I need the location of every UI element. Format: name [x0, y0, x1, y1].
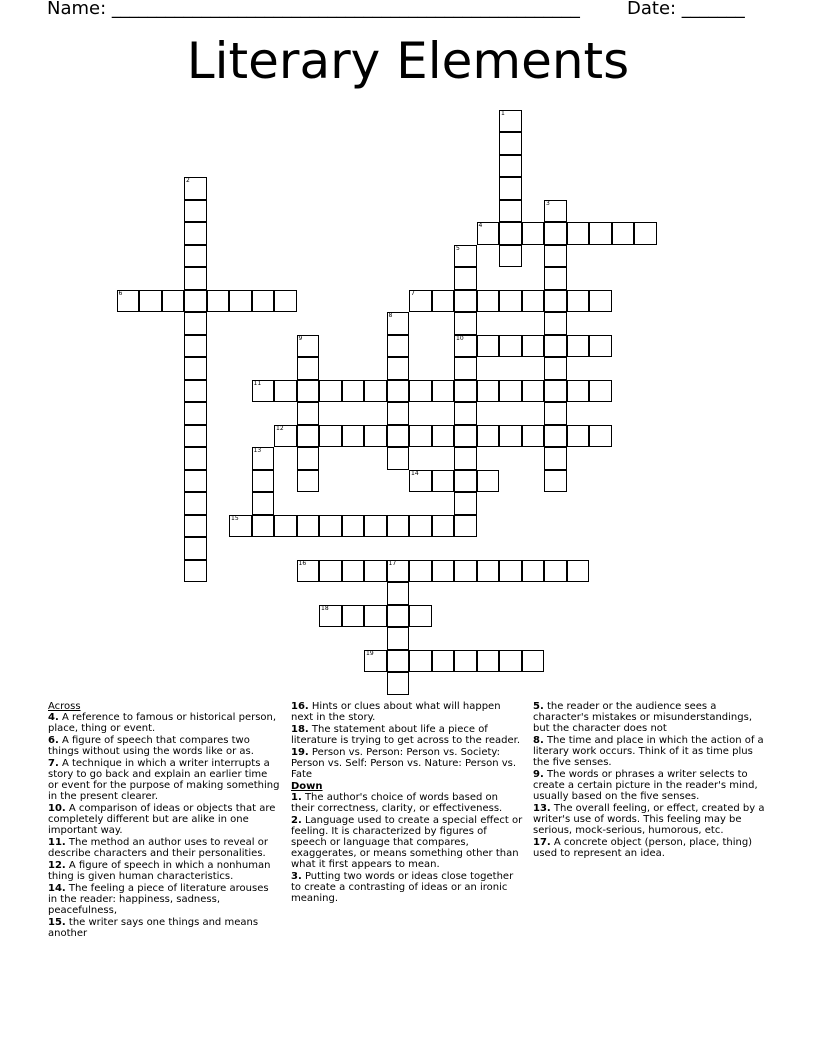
across-clue: [48, 917, 280, 939]
crossword-cell[interactable]: [454, 425, 477, 448]
clue-text: The author's choice of words based on their correctness, clarity, or effectiveness.: [291, 792, 503, 814]
crossword-cell[interactable]: [387, 515, 410, 538]
crossword-cell[interactable]: [477, 470, 500, 493]
crossword-cell[interactable]: [499, 200, 522, 223]
down-clue: [533, 803, 765, 836]
clue-text: The words or phrases a writer selects to create a certain picture in the reader's mind, usually based on the five senses.: [533, 769, 758, 802]
crossword-cell[interactable]: [342, 425, 365, 448]
crossword-cell[interactable]: [229, 515, 252, 538]
clue-number-label: 1.: [291, 792, 302, 803]
crossword-cell[interactable]: [184, 560, 207, 583]
crossword-cell[interactable]: [567, 335, 590, 358]
crossword-cell[interactable]: [364, 425, 387, 448]
crossword-cell[interactable]: [387, 402, 410, 425]
across-clue: [291, 747, 523, 780]
crossword-cell[interactable]: [454, 447, 477, 470]
crossword-cell[interactable]: [544, 335, 567, 358]
crossword-cell[interactable]: [477, 560, 500, 583]
crossword-cell[interactable]: [454, 560, 477, 583]
crossword-cell[interactable]: [454, 515, 477, 538]
clue-number: 16: [298, 559, 307, 567]
across-clue: [48, 803, 280, 836]
crossword-cell[interactable]: [477, 380, 500, 403]
name-field-label[interactable]: Name: ____________________________________________________: [47, 0, 580, 19]
across-clue: [48, 735, 280, 757]
clue-number: 5: [456, 244, 460, 252]
across-clue: [48, 883, 280, 916]
crossword-cell[interactable]: [477, 425, 500, 448]
crossword-cell[interactable]: [274, 515, 297, 538]
crossword-cell[interactable]: [409, 650, 432, 673]
crossword-cell[interactable]: [184, 267, 207, 290]
crossword-cell[interactable]: [297, 447, 320, 470]
crossword-cell[interactable]: [274, 290, 297, 313]
down-clue-list-continued: [533, 701, 765, 859]
crossword-cell[interactable]: [297, 560, 320, 583]
crossword-cell[interactable]: [342, 605, 365, 628]
crossword-cell[interactable]: [522, 290, 545, 313]
crossword-cell[interactable]: [454, 402, 477, 425]
crossword-cell[interactable]: [184, 380, 207, 403]
crossword-cell[interactable]: [297, 515, 320, 538]
crossword-cell[interactable]: [454, 312, 477, 335]
crossword-cell[interactable]: [544, 290, 567, 313]
down-clue: [291, 815, 523, 870]
crossword-cell[interactable]: [409, 290, 432, 313]
crossword-cell[interactable]: [589, 380, 612, 403]
clue-text: The overall feeling, or effect, created by a writer's use of words. This feeling may be serious, mock-serious, humorous, etc.: [533, 803, 765, 836]
crossword-cell[interactable]: [499, 177, 522, 200]
down-clue: [533, 701, 765, 734]
crossword-cell[interactable]: [252, 470, 275, 493]
crossword-cell[interactable]: [612, 222, 635, 245]
clue-number-label: 5.: [533, 701, 544, 712]
clue-number: 19: [366, 649, 374, 657]
clue-number: 10: [456, 334, 464, 342]
crossword-cell[interactable]: [544, 560, 567, 583]
crossword-cell[interactable]: [229, 290, 252, 313]
crossword-cell[interactable]: [454, 267, 477, 290]
crossword-cell[interactable]: [544, 425, 567, 448]
crossword-cell[interactable]: [567, 290, 590, 313]
clue-text: The time and place in which the action of a literary work occurs. Think of it as time plus the five senses.: [533, 735, 764, 768]
clue-number: 11: [253, 379, 262, 387]
crossword-cell[interactable]: [454, 470, 477, 493]
crossword-cell[interactable]: [184, 222, 207, 245]
crossword-cell[interactable]: [184, 357, 207, 380]
clue-number-label: 13.: [533, 803, 551, 814]
crossword-cell[interactable]: [567, 425, 590, 448]
crossword-cell[interactable]: [387, 380, 410, 403]
clue-number-label: 8.: [533, 735, 544, 746]
across-clue: [48, 837, 280, 859]
clue-number-label: 14.: [48, 883, 66, 894]
across-clue-list: [48, 712, 280, 939]
crossword-cell[interactable]: [477, 222, 500, 245]
crossword-cell[interactable]: [454, 245, 477, 268]
crossword-cell[interactable]: [522, 650, 545, 673]
across-clue-list-continued: [291, 701, 523, 780]
crossword-cell[interactable]: [409, 605, 432, 628]
crossword-cell[interactable]: [364, 650, 387, 673]
crossword-cell[interactable]: [184, 402, 207, 425]
down-clue: [533, 769, 765, 802]
clue-text: A technique in which a writer interrupts a story to go back and explain an earlier time or event for the purpose of making something in the present clearer.: [48, 758, 280, 802]
crossword-cell[interactable]: [297, 402, 320, 425]
clue-text: Putting two words or ideas close together to create a contrasting of ideas or an ironic meaning.: [291, 871, 514, 904]
clue-number: 15: [231, 514, 239, 522]
crossword-cell[interactable]: [454, 380, 477, 403]
clue-number-label: 6.: [48, 735, 59, 746]
crossword-cell[interactable]: [387, 335, 410, 358]
crossword-cell[interactable]: [387, 582, 410, 605]
crossword-cell[interactable]: [454, 335, 477, 358]
crossword-cell[interactable]: [432, 650, 455, 673]
across-clue: [291, 701, 523, 723]
crossword-cell[interactable]: [544, 312, 567, 335]
clues-column-2: [291, 701, 523, 905]
clue-text: Language used to create a special effect or feeling. It is characterized by figures of speech or language that compares, exaggerates, or means something other than what it first appears to mean.: [291, 815, 523, 870]
clue-number: 14: [411, 469, 419, 477]
crossword-cell[interactable]: [454, 357, 477, 380]
crossword-cell[interactable]: [342, 560, 365, 583]
crossword-cell[interactable]: [387, 447, 410, 470]
crossword-cell[interactable]: [184, 537, 207, 560]
crossword-cell[interactable]: [184, 177, 207, 200]
clue-number: 13: [253, 447, 262, 454]
clue-number: 8: [388, 312, 393, 319]
crossword-cell[interactable]: [387, 650, 410, 673]
down-clue: [291, 871, 523, 904]
clue-number: 4: [478, 222, 483, 229]
crossword-cell[interactable]: [567, 560, 590, 583]
clue-text: A concrete object (person, place, thing) used to represent an idea.: [533, 837, 753, 859]
clue-number-label: 19.: [291, 747, 309, 758]
clue-number-label: 4.: [48, 712, 59, 723]
crossword-cell[interactable]: [589, 290, 612, 313]
clue-text: the writer says one things and means another: [48, 917, 259, 939]
clue-text: A figure of speech that compares two things without using the words like or as.: [48, 735, 254, 757]
crossword-cell[interactable]: [567, 222, 590, 245]
crossword-cell[interactable]: [454, 492, 477, 515]
clue-number: 2: [186, 177, 190, 184]
crossword-cell[interactable]: [184, 245, 207, 268]
crossword-cell[interactable]: [387, 312, 410, 335]
crossword-cell[interactable]: [499, 425, 522, 448]
clue-text: Hints or clues about what will happen next in the story.: [291, 701, 501, 723]
clue-text: Person vs. Person: Person vs. Society: Person vs. Self: Person vs. Nature: Person vs. Fate: [291, 747, 517, 780]
crossword-cell[interactable]: [297, 425, 320, 448]
crossword-cell[interactable]: [589, 425, 612, 448]
down-clue: [533, 837, 765, 859]
clue-number: 6: [118, 289, 123, 297]
crossword-cell[interactable]: [184, 492, 207, 515]
crossword-cell[interactable]: [117, 290, 140, 313]
crossword-cell[interactable]: [184, 312, 207, 335]
crossword-cell[interactable]: [387, 627, 410, 650]
crossword-cell[interactable]: [409, 470, 432, 493]
crossword-cell[interactable]: [319, 425, 342, 448]
crossword-cell[interactable]: [544, 447, 567, 470]
clue-text: the reader or the audience sees a character's mistakes or misunderstandings, but the character does not: [533, 701, 752, 734]
crossword-cell[interactable]: [319, 605, 342, 628]
crossword-cell[interactable]: [252, 380, 275, 403]
crossword-cell[interactable]: [252, 492, 275, 515]
clue-text: The feeling a piece of literature arouses in the reader: happiness, sadness, peacefulness,: [48, 883, 269, 916]
crossword-cell[interactable]: [499, 110, 522, 133]
crossword-cell[interactable]: [522, 380, 545, 403]
crossword-cell[interactable]: [319, 515, 342, 538]
crossword-cell[interactable]: [364, 380, 387, 403]
crossword-cell[interactable]: [544, 267, 567, 290]
crossword-cell[interactable]: [252, 515, 275, 538]
clue-number-label: 9.: [533, 769, 544, 780]
clue-number-label: 2.: [291, 815, 302, 826]
clue-text: A comparison of ideas or objects that are completely different but are alike in one important way.: [48, 803, 276, 836]
crossword-cell[interactable]: [184, 447, 207, 470]
clues-column-1: [48, 701, 280, 940]
crossword-cell[interactable]: [499, 335, 522, 358]
crossword-cell[interactable]: [207, 290, 230, 313]
crossword-cell[interactable]: [432, 560, 455, 583]
crossword-cell[interactable]: [252, 290, 275, 313]
clue-number-label: 3.: [291, 871, 302, 882]
crossword-cell[interactable]: [432, 290, 455, 313]
crossword-cell[interactable]: [454, 650, 477, 673]
crossword-cell[interactable]: [184, 425, 207, 448]
crossword-cell[interactable]: [184, 200, 207, 223]
across-clue: [48, 758, 280, 802]
crossword-cell[interactable]: [589, 335, 612, 358]
crossword-cell[interactable]: [297, 380, 320, 403]
crossword-cell[interactable]: [319, 380, 342, 403]
crossword-cell[interactable]: [499, 380, 522, 403]
down-clue: [291, 792, 523, 814]
date-field-label[interactable]: Date: _______: [627, 0, 745, 19]
crossword-cell[interactable]: [432, 380, 455, 403]
crossword-cell[interactable]: [499, 650, 522, 673]
crossword-cell[interactable]: [432, 425, 455, 448]
crossword-cell[interactable]: [409, 425, 432, 448]
crossword-cell[interactable]: [387, 357, 410, 380]
clue-number: 9: [298, 334, 303, 342]
crossword-cell[interactable]: [522, 222, 545, 245]
crossword-cell[interactable]: [274, 425, 297, 448]
crossword-cell[interactable]: [297, 357, 320, 380]
across-clue: [291, 724, 523, 746]
crossword-cell[interactable]: [499, 222, 522, 245]
crossword-cell[interactable]: [477, 650, 500, 673]
crossword-cell[interactable]: [387, 425, 410, 448]
clue-number: 18: [321, 604, 329, 612]
down-clue: [533, 735, 765, 768]
crossword-cell[interactable]: [364, 605, 387, 628]
crossword-cell[interactable]: [409, 380, 432, 403]
crossword-cell[interactable]: [387, 560, 410, 583]
crossword-cell[interactable]: [184, 335, 207, 358]
clue-number: 1: [501, 109, 505, 117]
crossword-cell[interactable]: [297, 335, 320, 358]
down-clue-list: [291, 792, 523, 904]
crossword-cell[interactable]: [589, 222, 612, 245]
crossword-cell[interactable]: [184, 290, 207, 313]
crossword-cell[interactable]: [432, 515, 455, 538]
crossword-cell[interactable]: [499, 290, 522, 313]
clue-number: 17: [388, 559, 397, 567]
crossword-cell[interactable]: [342, 380, 365, 403]
clue-text: A figure of speech in which a nonhuman thing is given human characteristics.: [48, 860, 271, 882]
crossword-cell[interactable]: [364, 560, 387, 583]
crossword-cell[interactable]: [544, 245, 567, 268]
clue-text: A reference to famous or historical person, place, thing or event.: [48, 712, 277, 734]
crossword-cell[interactable]: [567, 380, 590, 403]
clue-number-label: 11.: [48, 837, 66, 848]
crossword-cell[interactable]: [454, 290, 477, 313]
crossword-cell[interactable]: [184, 470, 207, 493]
clue-number-label: 15.: [48, 917, 66, 928]
across-clue: [48, 860, 280, 882]
crossword-cell[interactable]: [477, 290, 500, 313]
crossword-cell[interactable]: [477, 335, 500, 358]
crossword-cell[interactable]: [544, 222, 567, 245]
crossword-cell[interactable]: [544, 402, 567, 425]
crossword-cell[interactable]: [544, 357, 567, 380]
crossword-cell[interactable]: [499, 560, 522, 583]
crossword-cell[interactable]: [544, 200, 567, 223]
crossword-cell[interactable]: [544, 380, 567, 403]
crossword-cell[interactable]: [342, 515, 365, 538]
crossword-cell[interactable]: [184, 515, 207, 538]
crossword-cell[interactable]: [409, 515, 432, 538]
crossword-cell[interactable]: [499, 245, 522, 268]
clue-text: The statement about life a piece of literature is trying to get across to the reader.: [291, 724, 521, 746]
crossword-cell[interactable]: [387, 672, 410, 695]
clues-column-3: [533, 701, 765, 860]
clue-number: 7: [411, 289, 415, 297]
crossword-cell[interactable]: [522, 425, 545, 448]
crossword-cell[interactable]: [297, 470, 320, 493]
clue-number-label: 7.: [48, 758, 59, 769]
clue-number-label: 12.: [48, 860, 66, 871]
clue-number: 12: [276, 424, 284, 432]
crossword-cell[interactable]: [634, 222, 657, 245]
crossword-cell[interactable]: [544, 470, 567, 493]
crossword-cell[interactable]: [139, 290, 162, 313]
crossword-cell[interactable]: [499, 132, 522, 155]
crossword-cell[interactable]: [387, 605, 410, 628]
clue-number-label: 16.: [291, 701, 309, 712]
down-heading: Down: [291, 781, 323, 792]
clue-number-label: 10.: [48, 803, 66, 814]
clue-number-label: 17.: [533, 837, 551, 848]
crossword-cell[interactable]: [522, 335, 545, 358]
crossword-cell[interactable]: [274, 380, 297, 403]
clue-number: 3: [546, 199, 550, 207]
crossword-cell[interactable]: [364, 515, 387, 538]
crossword-cell[interactable]: [409, 560, 432, 583]
across-clue: [48, 712, 280, 734]
crossword-cell[interactable]: [252, 447, 275, 470]
clue-number-label: 18.: [291, 724, 309, 735]
across-heading: Across: [48, 701, 81, 712]
crossword-cell[interactable]: [499, 155, 522, 178]
crossword-cell[interactable]: [522, 560, 545, 583]
crossword-cell[interactable]: [432, 470, 455, 493]
page-title: Literary Elements: [186, 32, 630, 90]
clue-text: The method an author uses to reveal or describe characters and their personalities.: [48, 837, 268, 859]
crossword-cell[interactable]: [319, 560, 342, 583]
crossword-cell[interactable]: [162, 290, 185, 313]
